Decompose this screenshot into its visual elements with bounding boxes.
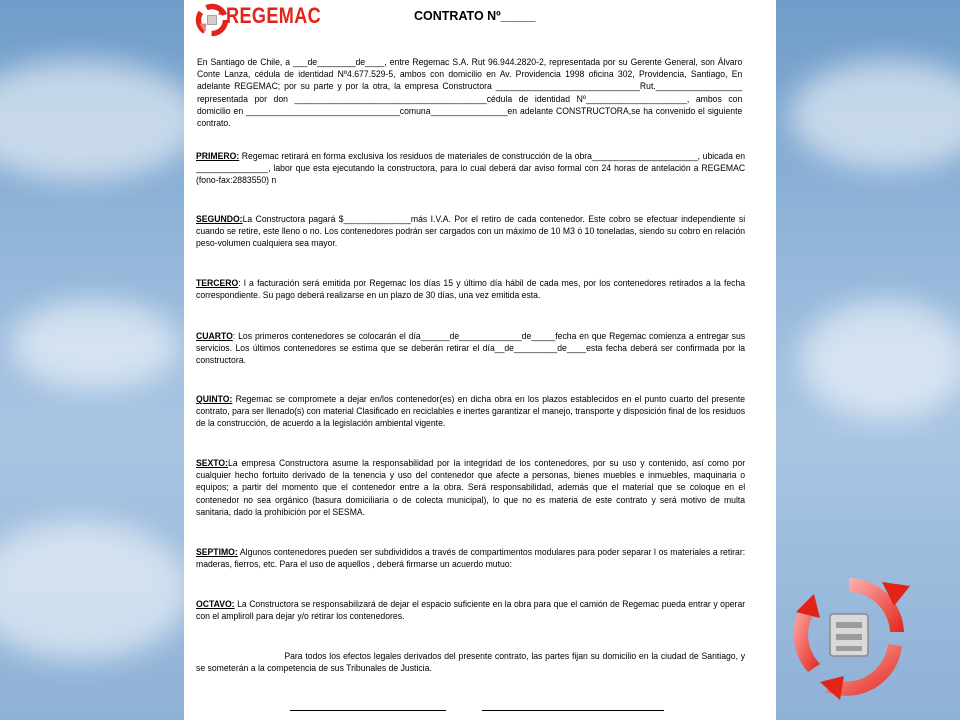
clause-primero xyxy=(196,150,745,187)
clause-label: OCTAVO: xyxy=(196,599,235,609)
signature-line xyxy=(482,710,664,711)
clause-label: PRIMERO: xyxy=(196,151,240,161)
clause-tercero xyxy=(196,277,745,301)
clause-label: TERCERO xyxy=(196,278,239,288)
contract-title: CONTRATO Nº_____ xyxy=(414,9,536,23)
cloud xyxy=(790,60,960,170)
recycle-emblem-icon xyxy=(786,572,912,700)
cloud xyxy=(0,60,200,180)
clause-text: La Constructora pagará $______________más I.V.A. Por el retiro de cada contenedor. Este cobro se efectuar independiente si cuando se retire, este lleno o no. Los contenedores podrán ser cargados con un máximo de 10 M3 ó 10 toneladas, siendo su cobro en relación peso-volumen cualquiera sea mayor. xyxy=(196,214,746,249)
clause-label: CUARTO xyxy=(196,331,233,341)
signature-line xyxy=(290,710,446,711)
clause-label: SEGUNDO: xyxy=(196,214,243,224)
clause-label: SEPTIMO: xyxy=(196,547,238,557)
closing-paragraph: Para todos los efectos legales derivados del presente contrato, las partes fijan su domicilio en la ciudad de Santiago, y se someterán a la competencia de sus Tribunales de Justicia. xyxy=(196,651,746,674)
cloud xyxy=(0,520,190,660)
clause-cuarto xyxy=(196,330,745,367)
intro-paragraph: En Santiago de Chile, a ___de________de____, entre Regemac S.A. Rut 96.944.2820-2, representada por su Gerente General, son Álvaro Conte Lanza, cédula de identidad Nº4.677.529-5, ambos con domicilio en Av. Providencia 1998 oficina 302, Providencia, Santiago, En adelante REGEMAC; por su parte y por la otra, la empresa Constructora ______________________________Rut.__________________ representada por don ________________________________________cédula de identidad Nº_____________________, ambos con domicilio en ________________________________comuna________________en adelante CONSTRUCTORA,se ha convenido el siguiente contrato. xyxy=(197,57,743,129)
clause-segundo xyxy=(196,213,745,250)
clause-text: Algunos contenedores pueden ser subdivididos a través de compartimentos modulares para poder separar l os materiales a retirar: maderas, fierros, etc. Para el uso de aquellos , deberá firmarse un acuerdo mutuo: xyxy=(196,547,746,570)
clause-text: : Los primeros contenedores se colocarán el día______de_____________de_____fecha en que Regemac comienza a entregar sus servicios. Los últimos contenedores se estima que se deberán retirar el día__de_________de____esta fecha deberá ser confirmada por la constructora. xyxy=(196,331,746,366)
clause-text: La empresa Constructora asume la responsabilidad por la integridad de los contenedores, por su uso y contenido, así como por cualquier hecho fortuito derivado de la tenencia y uso del contenedor que afecte a personas, bienes muebles e inmuebles, maquinaria o equipos; a partir del momento que el contenedor entre a la obra. Será responsabilidad, además que el material que se coloque en el contenedor no sea orgánico (basura domiciliaria o de colecta municipal), lo que no es materia de este contrato y será motivo de multa sanitaria, dado la prohibición por el SESMA. xyxy=(196,458,746,517)
clause-text: La Constructora se responsabilizará de dejar el espacio suficiente en la obra para que el camión de Regemac pueda entrar y operar con el ampliroll para dejar y/o retirar los contenedores. xyxy=(196,599,746,622)
clause-sexto xyxy=(196,457,745,518)
clause-quinto xyxy=(196,393,745,430)
clause-text: : l a facturación será emitida por Regemac los días 15 y último día hábil de cada mes, por los contenedores retirados a la fecha correspondiente. Su pago deberá realizarse en un plazo de 30 días, una vez emitida esta. xyxy=(196,278,746,301)
cloud xyxy=(10,300,180,390)
recycle-logo-icon xyxy=(194,2,230,38)
clause-label: SEXTO: xyxy=(196,458,229,468)
brand-name: REGEMAC xyxy=(226,3,322,28)
clause-octavo xyxy=(196,598,745,622)
clause-text: Regemac retirará en forma exclusiva los residuos de materiales de construcción de la obra______________________, ubicada en _______________, labor que esta ejecutando la constructora, para lo cual deberá dar aviso formal con 24 horas de antelación a REGEMAC (fono-fax:2883550) n xyxy=(196,151,746,186)
clause-text: Regemac se compromete a dejar en/los contenedor(es) en dicha obra en los plazos establecidos en el punto cuarto del presente contrato, para ser llenado(s) con material Clasificado en reciclables e inertes garantizar el manejo, transporte y disposición final de los residuos de la construcción, de acuerdo a la legislación ambiental vigente. xyxy=(196,394,746,429)
contract-page xyxy=(184,0,776,720)
clause-label: QUINTO: xyxy=(196,394,233,404)
clause-septimo xyxy=(196,546,745,570)
cloud xyxy=(800,300,960,420)
